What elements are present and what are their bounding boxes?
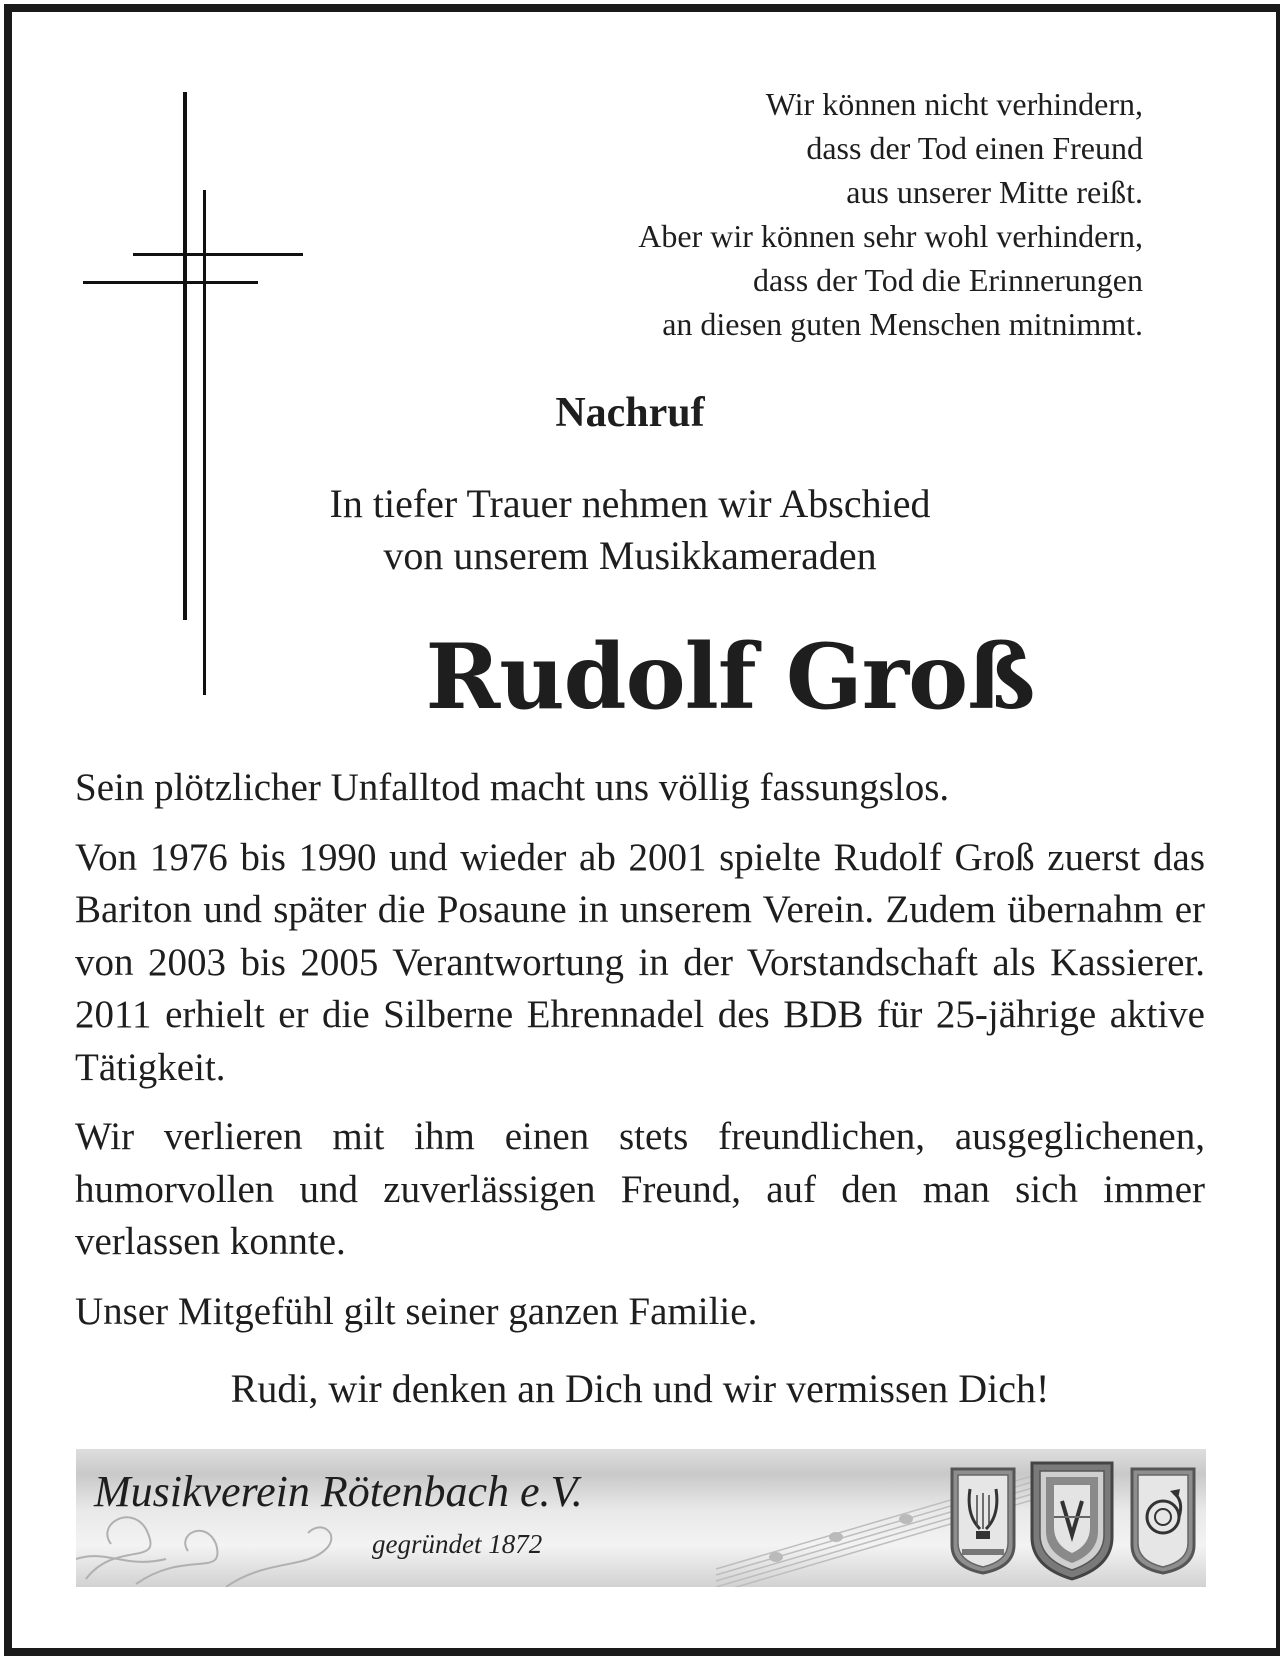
intro-text — [160, 478, 1100, 582]
verse-line: Aber wir können sehr wohl verhindern, — [638, 218, 1143, 254]
verse-line: dass der Tod die Erinnerungen — [753, 262, 1143, 298]
body-paragraph: Unser Mitgefühl gilt seiner ganzen Familie. — [75, 1289, 758, 1333]
obituary-heading: Nachruf — [555, 390, 705, 436]
shield-crest-icon — [1032, 1463, 1112, 1579]
club-name: Musikverein Rötenbach e.V. — [94, 1467, 583, 1516]
intro-line: In tiefer Trauer nehmen wir Abschied — [329, 481, 931, 526]
body-paragraph: Sein plötzlicher Unfalltod macht uns völlig fassungslos. — [75, 766, 950, 809]
verse — [638, 82, 1143, 346]
club-emblems — [936, 1455, 1206, 1585]
horn-crest-icon — [1132, 1469, 1194, 1573]
obituary-body — [75, 762, 1205, 1355]
closing-line: Rudi, wir denken an Dich und wir vermissen Dich! — [230, 1366, 1050, 1411]
verse-line: aus unserer Mitte reißt. — [846, 174, 1143, 210]
deceased-name: Rudolf Groß — [425, 624, 1035, 730]
intro-line: von unserem Musikkameraden — [383, 533, 877, 578]
verse-line: Wir können nicht verhindern, — [765, 86, 1143, 122]
body-paragraph: Wir verlieren mit ihm einen stets freundlichen, ausgeglichenen, humorvollen und zuverlässigen Freund, auf den man sich immer verlassen konnte. — [75, 1115, 1205, 1263]
lyre-crest-icon — [952, 1469, 1014, 1573]
club-banner — [76, 1449, 1206, 1587]
verse-line: an diesen guten Menschen mitnimmt. — [662, 306, 1143, 342]
founded-year: gegründet 1872 — [372, 1529, 543, 1559]
body-paragraph: Von 1976 bis 1990 und wieder ab 2001 spielte Rudolf Groß zuerst das Bariton und später die Posaune in unserem Verein. Zudem übernahm er von 2003 bis 2005 Verantwortung in der Vorstandschaft als Kassierer. 2011 erhielt er die Silberne Ehrennadel des BDB für 25-jährige aktive Tätigkeit. — [75, 835, 1205, 1089]
verse-line: dass der Tod einen Freund — [806, 130, 1143, 166]
